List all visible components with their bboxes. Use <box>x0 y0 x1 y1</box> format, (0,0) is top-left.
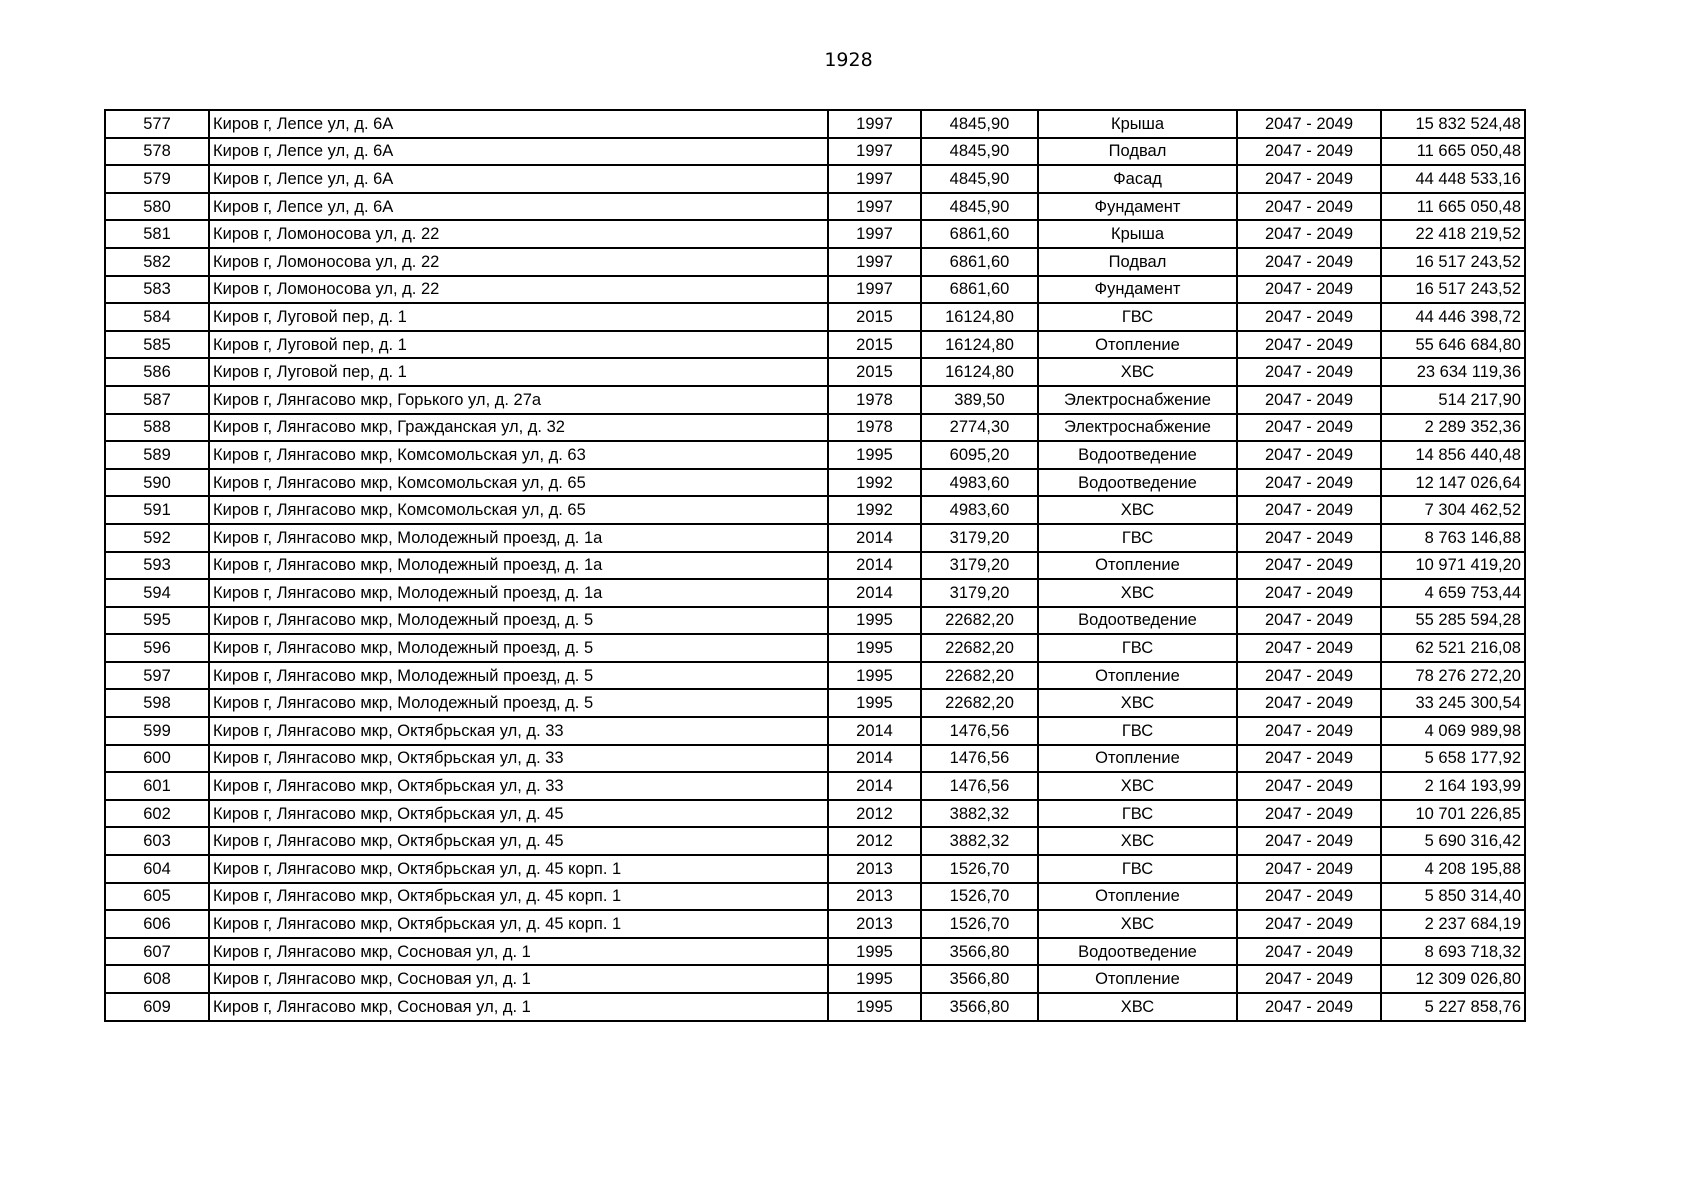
row-number-cell: 597 <box>105 662 209 690</box>
period-cell: 2047 - 2049 <box>1237 331 1381 359</box>
period-cell: 2047 - 2049 <box>1237 524 1381 552</box>
area-cell: 4845,90 <box>921 110 1038 138</box>
year-built-cell: 1995 <box>828 689 921 717</box>
table-row <box>105 220 1525 248</box>
work-type-cell: Водоотведение <box>1038 607 1237 635</box>
table-row <box>105 276 1525 304</box>
table-row <box>105 110 1525 138</box>
table-row <box>105 138 1525 166</box>
work-type-cell: ГВС <box>1038 717 1237 745</box>
table-row <box>105 524 1525 552</box>
repair-schedule-table <box>104 109 1526 1022</box>
work-type-cell: Отопление <box>1038 662 1237 690</box>
work-type-cell: ХВС <box>1038 827 1237 855</box>
table-row <box>105 248 1525 276</box>
table-row <box>105 331 1525 359</box>
cost-cell: 11 665 050,48 <box>1381 193 1525 221</box>
area-cell: 6095,20 <box>921 441 1038 469</box>
address-cell: Киров г, Лянгасово мкр, Молодежный проезд, д. 1а <box>209 579 828 607</box>
address-cell: Киров г, Лянгасово мкр, Октябрьская ул, д. 33 <box>209 745 828 773</box>
table-row <box>105 634 1525 662</box>
period-cell: 2047 - 2049 <box>1237 910 1381 938</box>
area-cell: 3566,80 <box>921 965 1038 993</box>
address-cell: Киров г, Лянгасово мкр, Молодежный проезд, д. 5 <box>209 607 828 635</box>
cost-cell: 23 634 119,36 <box>1381 358 1525 386</box>
work-type-cell: Отопление <box>1038 745 1237 773</box>
area-cell: 1476,56 <box>921 745 1038 773</box>
cost-cell: 514 217,90 <box>1381 386 1525 414</box>
table-row <box>105 910 1525 938</box>
table-row <box>105 883 1525 911</box>
year-built-cell: 1978 <box>828 386 921 414</box>
cost-cell: 5 690 316,42 <box>1381 827 1525 855</box>
row-number-cell: 582 <box>105 248 209 276</box>
address-cell: Киров г, Лянгасово мкр, Молодежный проезд, д. 5 <box>209 634 828 662</box>
work-type-cell: Подвал <box>1038 248 1237 276</box>
address-cell: Киров г, Лянгасово мкр, Сосновая ул, д. 1 <box>209 993 828 1021</box>
table-row <box>105 386 1525 414</box>
cost-cell: 8 763 146,88 <box>1381 524 1525 552</box>
row-number-cell: 606 <box>105 910 209 938</box>
address-cell: Киров г, Лянгасово мкр, Комсомольская ул, д. 63 <box>209 441 828 469</box>
row-number-cell: 601 <box>105 772 209 800</box>
year-built-cell: 1978 <box>828 414 921 442</box>
table-row <box>105 165 1525 193</box>
year-built-cell: 1995 <box>828 965 921 993</box>
period-cell: 2047 - 2049 <box>1237 579 1381 607</box>
year-built-cell: 2014 <box>828 772 921 800</box>
row-number-cell: 596 <box>105 634 209 662</box>
period-cell: 2047 - 2049 <box>1237 469 1381 497</box>
cost-cell: 12 309 026,80 <box>1381 965 1525 993</box>
table-row <box>105 414 1525 442</box>
table-row <box>105 579 1525 607</box>
work-type-cell: Водоотведение <box>1038 938 1237 966</box>
cost-cell: 2 289 352,36 <box>1381 414 1525 442</box>
work-type-cell: ХВС <box>1038 358 1237 386</box>
period-cell: 2047 - 2049 <box>1237 993 1381 1021</box>
table-row <box>105 800 1525 828</box>
cost-cell: 16 517 243,52 <box>1381 248 1525 276</box>
cost-cell: 10 971 419,20 <box>1381 552 1525 580</box>
table-body <box>105 110 1525 1021</box>
cost-cell: 8 693 718,32 <box>1381 938 1525 966</box>
table-row <box>105 607 1525 635</box>
area-cell: 16124,80 <box>921 331 1038 359</box>
work-type-cell: Электроснабжение <box>1038 386 1237 414</box>
row-number-cell: 608 <box>105 965 209 993</box>
period-cell: 2047 - 2049 <box>1237 717 1381 745</box>
period-cell: 2047 - 2049 <box>1237 276 1381 304</box>
year-built-cell: 2014 <box>828 552 921 580</box>
year-built-cell: 1995 <box>828 607 921 635</box>
area-cell: 1526,70 <box>921 883 1038 911</box>
work-type-cell: Крыша <box>1038 110 1237 138</box>
cost-cell: 55 646 684,80 <box>1381 331 1525 359</box>
year-built-cell: 2012 <box>828 827 921 855</box>
work-type-cell: Крыша <box>1038 220 1237 248</box>
period-cell: 2047 - 2049 <box>1237 772 1381 800</box>
row-number-cell: 583 <box>105 276 209 304</box>
work-type-cell: ГВС <box>1038 524 1237 552</box>
area-cell: 22682,20 <box>921 634 1038 662</box>
period-cell: 2047 - 2049 <box>1237 165 1381 193</box>
address-cell: Киров г, Ломоносова ул, д. 22 <box>209 248 828 276</box>
address-cell: Киров г, Луговой пер, д. 1 <box>209 303 828 331</box>
period-cell: 2047 - 2049 <box>1237 634 1381 662</box>
area-cell: 3179,20 <box>921 524 1038 552</box>
work-type-cell: Фундамент <box>1038 193 1237 221</box>
address-cell: Киров г, Лепсе ул, д. 6А <box>209 138 828 166</box>
period-cell: 2047 - 2049 <box>1237 138 1381 166</box>
row-number-cell: 600 <box>105 745 209 773</box>
period-cell: 2047 - 2049 <box>1237 496 1381 524</box>
table-row <box>105 662 1525 690</box>
row-number-cell: 584 <box>105 303 209 331</box>
period-cell: 2047 - 2049 <box>1237 220 1381 248</box>
row-number-cell: 607 <box>105 938 209 966</box>
work-type-cell: ХВС <box>1038 579 1237 607</box>
area-cell: 1526,70 <box>921 855 1038 883</box>
period-cell: 2047 - 2049 <box>1237 441 1381 469</box>
area-cell: 16124,80 <box>921 358 1038 386</box>
area-cell: 6861,60 <box>921 248 1038 276</box>
year-built-cell: 2013 <box>828 883 921 911</box>
period-cell: 2047 - 2049 <box>1237 552 1381 580</box>
address-cell: Киров г, Лянгасово мкр, Октябрьская ул, д. 33 <box>209 717 828 745</box>
cost-cell: 4 069 989,98 <box>1381 717 1525 745</box>
work-type-cell: ХВС <box>1038 772 1237 800</box>
period-cell: 2047 - 2049 <box>1237 193 1381 221</box>
address-cell: Киров г, Лянгасово мкр, Сосновая ул, д. 1 <box>209 965 828 993</box>
period-cell: 2047 - 2049 <box>1237 607 1381 635</box>
row-number-cell: 595 <box>105 607 209 635</box>
period-cell: 2047 - 2049 <box>1237 386 1381 414</box>
work-type-cell: Отопление <box>1038 552 1237 580</box>
period-cell: 2047 - 2049 <box>1237 855 1381 883</box>
row-number-cell: 585 <box>105 331 209 359</box>
work-type-cell: Подвал <box>1038 138 1237 166</box>
period-cell: 2047 - 2049 <box>1237 827 1381 855</box>
table-row <box>105 552 1525 580</box>
area-cell: 22682,20 <box>921 607 1038 635</box>
period-cell: 2047 - 2049 <box>1237 800 1381 828</box>
row-number-cell: 593 <box>105 552 209 580</box>
area-cell: 389,50 <box>921 386 1038 414</box>
year-built-cell: 2014 <box>828 524 921 552</box>
table-row <box>105 193 1525 221</box>
address-cell: Киров г, Луговой пер, д. 1 <box>209 331 828 359</box>
work-type-cell: ГВС <box>1038 800 1237 828</box>
year-built-cell: 1997 <box>828 138 921 166</box>
period-cell: 2047 - 2049 <box>1237 358 1381 386</box>
row-number-cell: 577 <box>105 110 209 138</box>
address-cell: Киров г, Лепсе ул, д. 6А <box>209 165 828 193</box>
area-cell: 1526,70 <box>921 910 1038 938</box>
address-cell: Киров г, Лянгасово мкр, Октябрьская ул, д. 45 корп. 1 <box>209 855 828 883</box>
cost-cell: 15 832 524,48 <box>1381 110 1525 138</box>
work-type-cell: Отопление <box>1038 965 1237 993</box>
period-cell: 2047 - 2049 <box>1237 414 1381 442</box>
row-number-cell: 602 <box>105 800 209 828</box>
area-cell: 4983,60 <box>921 469 1038 497</box>
period-cell: 2047 - 2049 <box>1237 303 1381 331</box>
cost-cell: 10 701 226,85 <box>1381 800 1525 828</box>
year-built-cell: 2014 <box>828 745 921 773</box>
work-type-cell: ГВС <box>1038 855 1237 883</box>
year-built-cell: 2014 <box>828 579 921 607</box>
year-built-cell: 2013 <box>828 910 921 938</box>
row-number-cell: 586 <box>105 358 209 386</box>
work-type-cell: Фасад <box>1038 165 1237 193</box>
area-cell: 4845,90 <box>921 138 1038 166</box>
year-built-cell: 1997 <box>828 193 921 221</box>
row-number-cell: 594 <box>105 579 209 607</box>
work-type-cell: Фундамент <box>1038 276 1237 304</box>
address-cell: Киров г, Лянгасово мкр, Молодежный проезд, д. 5 <box>209 689 828 717</box>
address-cell: Киров г, Луговой пер, д. 1 <box>209 358 828 386</box>
address-cell: Киров г, Ломоносова ул, д. 22 <box>209 220 828 248</box>
period-cell: 2047 - 2049 <box>1237 248 1381 276</box>
cost-cell: 5 850 314,40 <box>1381 883 1525 911</box>
row-number-cell: 604 <box>105 855 209 883</box>
year-built-cell: 1997 <box>828 220 921 248</box>
year-built-cell: 1995 <box>828 662 921 690</box>
cost-cell: 55 285 594,28 <box>1381 607 1525 635</box>
work-type-cell: ГВС <box>1038 303 1237 331</box>
year-built-cell: 1992 <box>828 496 921 524</box>
address-cell: Киров г, Лянгасово мкр, Октябрьская ул, д. 45 корп. 1 <box>209 910 828 938</box>
row-number-cell: 598 <box>105 689 209 717</box>
row-number-cell: 589 <box>105 441 209 469</box>
year-built-cell: 2014 <box>828 717 921 745</box>
cost-cell: 11 665 050,48 <box>1381 138 1525 166</box>
row-number-cell: 579 <box>105 165 209 193</box>
address-cell: Киров г, Лянгасово мкр, Октябрьская ул, д. 33 <box>209 772 828 800</box>
table-row <box>105 993 1525 1021</box>
row-number-cell: 588 <box>105 414 209 442</box>
area-cell: 4845,90 <box>921 193 1038 221</box>
cost-cell: 12 147 026,64 <box>1381 469 1525 497</box>
year-built-cell: 2012 <box>828 800 921 828</box>
cost-cell: 44 448 533,16 <box>1381 165 1525 193</box>
row-number-cell: 591 <box>105 496 209 524</box>
area-cell: 2774,30 <box>921 414 1038 442</box>
address-cell: Киров г, Лянгасово мкр, Октябрьская ул, д. 45 корп. 1 <box>209 883 828 911</box>
period-cell: 2047 - 2049 <box>1237 965 1381 993</box>
table-row <box>105 827 1525 855</box>
cost-cell: 22 418 219,52 <box>1381 220 1525 248</box>
address-cell: Киров г, Ломоносова ул, д. 22 <box>209 276 828 304</box>
address-cell: Киров г, Лянгасово мкр, Молодежный проезд, д. 5 <box>209 662 828 690</box>
area-cell: 1476,56 <box>921 772 1038 800</box>
address-cell: Киров г, Лянгасово мкр, Горького ул, д. 27а <box>209 386 828 414</box>
cost-cell: 33 245 300,54 <box>1381 689 1525 717</box>
work-type-cell: ХВС <box>1038 689 1237 717</box>
area-cell: 3882,32 <box>921 827 1038 855</box>
area-cell: 4983,60 <box>921 496 1038 524</box>
cost-cell: 4 659 753,44 <box>1381 579 1525 607</box>
address-cell: Киров г, Лянгасово мкр, Молодежный проезд, д. 1а <box>209 552 828 580</box>
cost-cell: 16 517 243,52 <box>1381 276 1525 304</box>
work-type-cell: Водоотведение <box>1038 441 1237 469</box>
row-number-cell: 599 <box>105 717 209 745</box>
page-number: 1928 <box>824 49 873 71</box>
year-built-cell: 2013 <box>828 855 921 883</box>
table-row <box>105 855 1525 883</box>
area-cell: 6861,60 <box>921 220 1038 248</box>
year-built-cell: 2015 <box>828 331 921 359</box>
row-number-cell: 609 <box>105 993 209 1021</box>
cost-cell: 62 521 216,08 <box>1381 634 1525 662</box>
table-row <box>105 689 1525 717</box>
area-cell: 3566,80 <box>921 993 1038 1021</box>
address-cell: Киров г, Лянгасово мкр, Октябрьская ул, д. 45 <box>209 827 828 855</box>
year-built-cell: 1997 <box>828 276 921 304</box>
row-number-cell: 581 <box>105 220 209 248</box>
cost-cell: 44 446 398,72 <box>1381 303 1525 331</box>
cost-cell: 2 164 193,99 <box>1381 772 1525 800</box>
row-number-cell: 590 <box>105 469 209 497</box>
period-cell: 2047 - 2049 <box>1237 689 1381 717</box>
year-built-cell: 1997 <box>828 110 921 138</box>
cost-cell: 2 237 684,19 <box>1381 910 1525 938</box>
cost-cell: 5 227 858,76 <box>1381 993 1525 1021</box>
work-type-cell: Электроснабжение <box>1038 414 1237 442</box>
address-cell: Киров г, Лянгасово мкр, Молодежный проезд, д. 1а <box>209 524 828 552</box>
period-cell: 2047 - 2049 <box>1237 938 1381 966</box>
year-built-cell: 1997 <box>828 165 921 193</box>
year-built-cell: 2015 <box>828 358 921 386</box>
table-row <box>105 441 1525 469</box>
area-cell: 3882,32 <box>921 800 1038 828</box>
work-type-cell: Отопление <box>1038 883 1237 911</box>
address-cell: Киров г, Лянгасово мкр, Сосновая ул, д. 1 <box>209 938 828 966</box>
area-cell: 3179,20 <box>921 552 1038 580</box>
row-number-cell: 578 <box>105 138 209 166</box>
address-cell: Киров г, Лепсе ул, д. 6А <box>209 193 828 221</box>
table-row <box>105 358 1525 386</box>
address-cell: Киров г, Лянгасово мкр, Гражданская ул, д. 32 <box>209 414 828 442</box>
area-cell: 3179,20 <box>921 579 1038 607</box>
table-row <box>105 965 1525 993</box>
address-cell: Киров г, Лепсе ул, д. 6А <box>209 110 828 138</box>
work-type-cell: ХВС <box>1038 910 1237 938</box>
table-row <box>105 938 1525 966</box>
year-built-cell: 1992 <box>828 469 921 497</box>
table-row <box>105 772 1525 800</box>
address-cell: Киров г, Лянгасово мкр, Комсомольская ул, д. 65 <box>209 469 828 497</box>
period-cell: 2047 - 2049 <box>1237 745 1381 773</box>
area-cell: 1476,56 <box>921 717 1038 745</box>
work-type-cell: ХВС <box>1038 993 1237 1021</box>
row-number-cell: 603 <box>105 827 209 855</box>
area-cell: 16124,80 <box>921 303 1038 331</box>
row-number-cell: 580 <box>105 193 209 221</box>
work-type-cell: ГВС <box>1038 634 1237 662</box>
area-cell: 3566,80 <box>921 938 1038 966</box>
cost-cell: 14 856 440,48 <box>1381 441 1525 469</box>
area-cell: 22682,20 <box>921 662 1038 690</box>
table-row <box>105 303 1525 331</box>
period-cell: 2047 - 2049 <box>1237 883 1381 911</box>
address-cell: Киров г, Лянгасово мкр, Комсомольская ул, д. 65 <box>209 496 828 524</box>
row-number-cell: 587 <box>105 386 209 414</box>
work-type-cell: Водоотведение <box>1038 469 1237 497</box>
area-cell: 4845,90 <box>921 165 1038 193</box>
area-cell: 22682,20 <box>921 689 1038 717</box>
period-cell: 2047 - 2049 <box>1237 662 1381 690</box>
cost-cell: 4 208 195,88 <box>1381 855 1525 883</box>
table-row <box>105 469 1525 497</box>
year-built-cell: 2015 <box>828 303 921 331</box>
work-type-cell: ХВС <box>1038 496 1237 524</box>
table-row <box>105 717 1525 745</box>
year-built-cell: 1995 <box>828 441 921 469</box>
row-number-cell: 592 <box>105 524 209 552</box>
table-row <box>105 745 1525 773</box>
table-row <box>105 496 1525 524</box>
cost-cell: 5 658 177,92 <box>1381 745 1525 773</box>
cost-cell: 7 304 462,52 <box>1381 496 1525 524</box>
period-cell: 2047 - 2049 <box>1237 110 1381 138</box>
cost-cell: 78 276 272,20 <box>1381 662 1525 690</box>
row-number-cell: 605 <box>105 883 209 911</box>
year-built-cell: 1995 <box>828 634 921 662</box>
work-type-cell: Отопление <box>1038 331 1237 359</box>
year-built-cell: 1995 <box>828 993 921 1021</box>
address-cell: Киров г, Лянгасово мкр, Октябрьская ул, д. 45 <box>209 800 828 828</box>
year-built-cell: 1995 <box>828 938 921 966</box>
area-cell: 6861,60 <box>921 276 1038 304</box>
year-built-cell: 1997 <box>828 248 921 276</box>
